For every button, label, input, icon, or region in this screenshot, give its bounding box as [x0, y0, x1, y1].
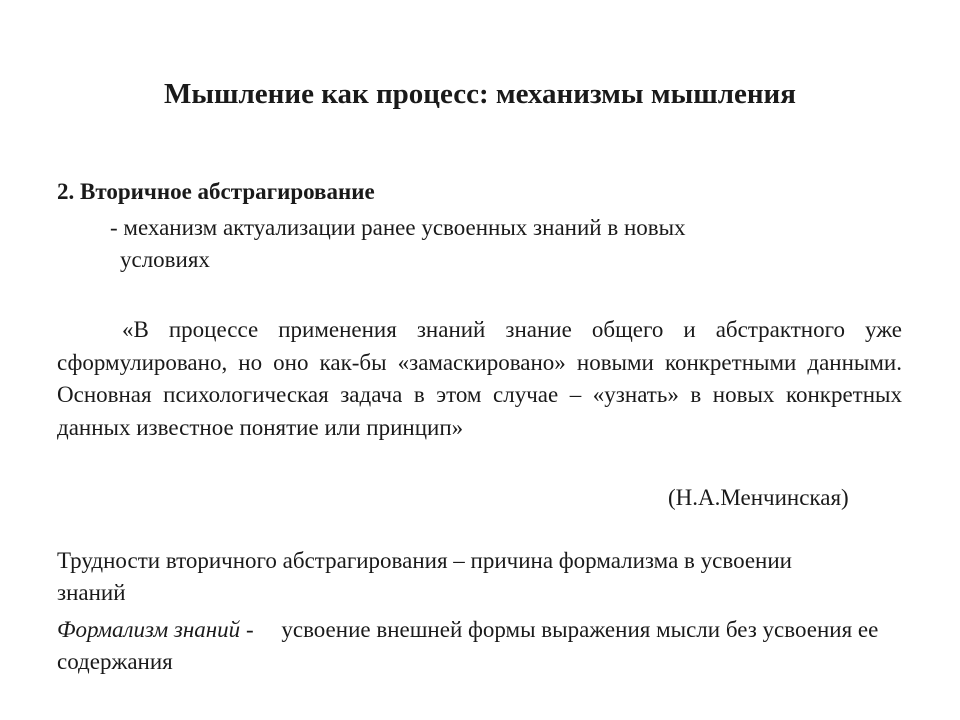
slide-title: Мышление как процесс: механизмы мышления: [164, 78, 796, 110]
formalism-text: усвоение внешней формы выражения мысли без усвоения ее содержания: [57, 617, 879, 674]
formalism-term: Формализм знаний: [57, 617, 241, 642]
definition-line-1: - механизм актуализации ранее усвоенных знаний в новых: [110, 215, 686, 240]
definition-line-2: условиях: [120, 247, 210, 272]
quote-text: «В процессе применения знаний знание общего и абстрактного уже сформулировано, но оно как-бы «замаскировано» новыми конкретными данными. Основная психологическая задача в этом случае – «узнать» в новых конкретных данных известное понятие или принцип»: [57, 317, 902, 440]
formalism-definition: [57, 614, 917, 678]
difficulty-statement: Трудности вторичного абстрагирования – причина формализма в усвоении знаний: [57, 548, 792, 605]
definition-block: [110, 212, 830, 276]
formalism-dash: -: [240, 617, 254, 642]
section-heading: 2. Вторичное абстрагирование: [57, 179, 375, 204]
quote-author: (Н.А.Менчинская): [668, 485, 849, 510]
